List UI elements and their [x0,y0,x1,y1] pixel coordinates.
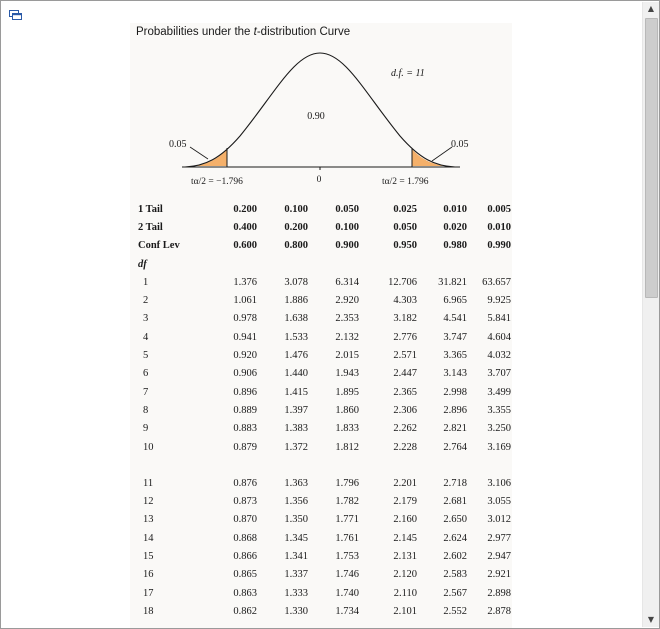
header-rows [132,200,515,255]
value-cell: 2.145 [393,532,417,544]
value-cell: 63.657 [482,276,511,288]
df-cell: 9 [143,423,149,435]
row-label: 2 Tail [138,221,163,233]
value-cell: 0.873 [233,496,257,508]
value-cell: 2.650 [443,514,467,526]
value-cell: 3.365 [443,350,467,362]
left-tail-area-label: 0.05 [169,139,187,150]
value-cell: 1.440 [284,368,308,380]
right-tail-shade [412,149,445,166]
value-cell: 2.160 [393,514,417,526]
value-cell: 2.898 [487,587,511,599]
row-label: Conf Lev [138,240,180,252]
value-cell: 2.447 [393,368,417,380]
df-cell: 12 [143,496,154,508]
value-cell: 1.397 [284,404,308,416]
value-cell: 1.746 [335,569,359,581]
table-row [132,401,515,419]
value-cell: 0.990 [487,240,511,252]
value-cell: 0.950 [393,240,417,252]
value-cell: 0.870 [233,514,257,526]
table-row [132,547,515,565]
value-cell: 3.355 [487,404,511,416]
value-cell: 2.583 [443,569,467,581]
value-cell: 2.179 [393,496,417,508]
header-row [132,200,515,218]
value-cell: 1.330 [284,605,308,617]
df-cell: 11 [143,477,154,489]
value-cell: 1.734 [335,605,359,617]
df-heading-row [132,255,515,273]
value-cell: 1.383 [284,423,308,435]
value-cell: 1.337 [284,569,308,581]
value-cell: 1.350 [284,514,308,526]
rows-block-b [132,474,515,620]
table-row [132,273,515,291]
t-distribution-curve [130,41,510,193]
value-cell: 0.050 [335,203,359,215]
scrollbar-thumb[interactable] [645,18,658,298]
value-cell: 0.980 [443,240,467,252]
value-cell: 2.681 [443,496,467,508]
right-critical-value: tα/2 = 1.796 [382,177,429,187]
value-cell: 5.841 [487,313,511,325]
df-cell: 5 [143,350,149,362]
scroll-up-arrow-icon[interactable]: ▲ [647,4,655,13]
value-cell: 2.776 [393,331,417,343]
table-row [132,291,515,309]
value-cell: 4.032 [487,350,511,362]
value-cell: 3.250 [487,423,511,435]
value-cell: 31.821 [438,276,467,288]
table-row [132,328,515,346]
value-cell: 3.169 [487,441,511,453]
value-cell: 1.061 [233,295,257,307]
value-cell: 0.900 [335,240,359,252]
value-cell: 2.718 [443,477,467,489]
value-cell: 0.200 [233,203,257,215]
df-cell: 18 [143,605,154,617]
table-row [132,420,515,438]
value-cell: 2.977 [487,532,511,544]
value-cell: 0.020 [443,221,467,233]
value-cell: 1.333 [284,587,308,599]
value-cell: 1.345 [284,532,308,544]
value-cell: 1.782 [335,496,359,508]
value-cell: 2.947 [487,550,511,562]
value-cell: 3.143 [443,368,467,380]
value-cell: 2.101 [393,605,417,617]
value-cell: 1.895 [335,386,359,398]
value-cell: 1.356 [284,496,308,508]
value-cell: 2.896 [443,404,467,416]
df-annotation: d.f. = 11 [391,68,425,79]
value-cell: 0.920 [233,350,257,362]
df-cell: 15 [143,550,154,562]
df-cell: 6 [143,368,149,380]
value-cell: 1.363 [284,477,308,489]
table-row [132,438,515,456]
page-title [136,26,350,38]
value-cell: 0.906 [233,368,257,380]
value-cell: 1.796 [335,477,359,489]
value-cell: 2.353 [335,313,359,325]
value-cell: 4.604 [487,331,511,343]
value-cell: 0.005 [487,203,511,215]
value-cell: 0.889 [233,404,257,416]
value-cell: 2.132 [335,331,359,343]
df-cell: 16 [143,569,154,581]
value-cell: 1.886 [284,295,308,307]
value-cell: 3.707 [487,368,511,380]
value-cell: 0.978 [233,313,257,325]
value-cell: 6.965 [443,295,467,307]
df-cell: 1 [143,276,149,288]
value-cell: 1.860 [335,404,359,416]
table-row [132,346,515,364]
value-cell: 2.201 [393,477,417,489]
value-cell: 1.812 [335,441,359,453]
value-cell: 0.025 [393,203,417,215]
value-cell: 0.866 [233,550,257,562]
value-cell: 1.771 [335,514,359,526]
df-cell: 2 [143,295,149,307]
value-cell: 1.372 [284,441,308,453]
value-cell: 2.764 [443,441,467,453]
table-row [132,365,515,383]
right-tail-area-label: 0.05 [451,139,469,150]
title-prefix: Probabilities under the [136,26,254,38]
df-cell: 3 [143,313,149,325]
table-row [132,474,515,492]
value-cell: 0.010 [443,203,467,215]
value-cell: 0.100 [335,221,359,233]
center-tick-label: 0 [316,175,322,185]
df-cell: 14 [143,532,154,544]
value-cell: 0.600 [233,240,257,252]
df-cell: 10 [143,441,154,453]
table-row [132,310,515,328]
right-pointer [432,147,452,161]
value-cell: 0.896 [233,386,257,398]
value-cell: 0.200 [284,221,308,233]
value-cell: 2.262 [393,423,417,435]
value-cell: 2.998 [443,386,467,398]
scroll-down-arrow-icon[interactable]: ▼ [647,615,655,624]
df-heading: df [138,258,147,270]
value-cell: 1.833 [335,423,359,435]
value-cell: 0.010 [487,221,511,233]
restore-window-icon[interactable] [9,10,22,21]
rows-block-a [132,273,515,456]
value-cell: 2.878 [487,605,511,617]
left-tail-shade [194,149,227,166]
header-row [132,237,515,255]
header-row [132,218,515,236]
table-row [132,511,515,529]
df-cell: 13 [143,514,154,526]
table-row [132,566,515,584]
vertical-scrollbar[interactable] [642,2,659,627]
value-cell: 3.012 [487,514,511,526]
value-cell: 0.876 [233,477,257,489]
value-cell: 0.862 [233,605,257,617]
value-cell: 0.400 [233,221,257,233]
left-pointer [190,147,208,159]
value-cell: 2.306 [393,404,417,416]
value-cell: 2.120 [393,569,417,581]
value-cell: 6.314 [335,276,359,288]
value-cell: 2.821 [443,423,467,435]
value-cell: 1.740 [335,587,359,599]
value-cell: 1.341 [284,550,308,562]
row-gap [132,456,515,474]
table-row [132,584,515,602]
value-cell: 0.865 [233,569,257,581]
value-cell: 0.941 [233,331,257,343]
value-cell: 2.365 [393,386,417,398]
value-cell: 4.303 [393,295,417,307]
center-area-label: 0.90 [307,111,325,122]
value-cell: 0.883 [233,423,257,435]
value-cell: 2.571 [393,350,417,362]
value-cell: 1.753 [335,550,359,562]
value-cell: 4.541 [443,313,467,325]
value-cell: 1.415 [284,386,308,398]
value-cell: 2.624 [443,532,467,544]
value-cell: 3.182 [393,313,417,325]
value-cell: 0.863 [233,587,257,599]
value-cell: 0.800 [284,240,308,252]
value-cell: 2.228 [393,441,417,453]
value-cell: 2.015 [335,350,359,362]
value-cell: 9.925 [487,295,511,307]
value-cell: 2.602 [443,550,467,562]
value-cell: 2.567 [443,587,467,599]
value-cell: 1.376 [233,276,257,288]
row-label: 1 Tail [138,203,163,215]
value-cell: 1.638 [284,313,308,325]
value-cell: 3.499 [487,386,511,398]
value-cell: 2.552 [443,605,467,617]
value-cell: 2.110 [393,587,417,599]
value-cell: 3.106 [487,477,511,489]
value-cell: 2.920 [335,295,359,307]
table-row [132,602,515,620]
value-cell: 3.078 [284,276,308,288]
df-cell: 4 [143,331,149,343]
df-cell: 7 [143,386,149,398]
df-cell: 17 [143,587,154,599]
value-cell: 1.943 [335,368,359,380]
table-row [132,529,515,547]
left-critical-value: tα/2 = −1.796 [191,177,243,187]
value-cell: 1.533 [284,331,308,343]
value-cell: 0.050 [393,221,417,233]
df-cell: 8 [143,404,149,416]
table-row [132,492,515,510]
value-cell: 0.868 [233,532,257,544]
value-cell: 2.131 [393,550,417,562]
value-cell: 0.100 [284,203,308,215]
title-t: t [253,26,257,38]
value-cell: 1.476 [284,350,308,362]
value-cell: 1.761 [335,532,359,544]
value-cell: 0.879 [233,441,257,453]
t-table [132,200,515,621]
title-suffix: -distribution Curve [256,26,351,38]
value-cell: 12.706 [388,276,417,288]
value-cell: 3.055 [487,496,511,508]
value-cell: 2.921 [487,569,511,581]
table-row [132,383,515,401]
value-cell: 3.747 [443,331,467,343]
